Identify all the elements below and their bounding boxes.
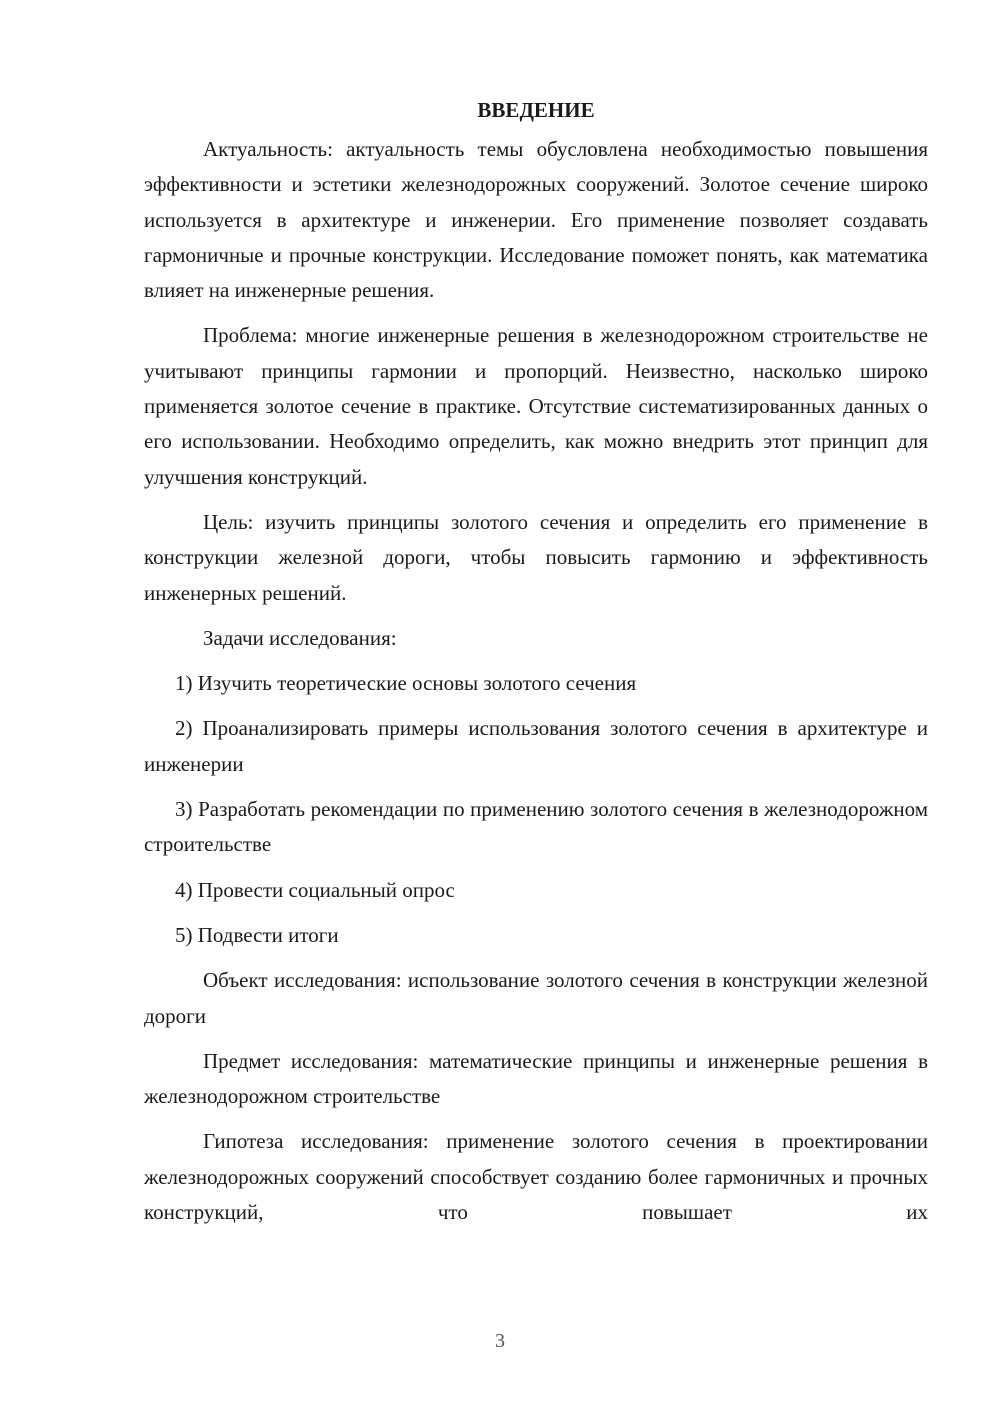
relevance-paragraph: Актуальность: актуальность темы обусловлена необходимостью повышения эффективности и эстетики железнодорожных сооружений. Золотое сечение широко используется в архитектуре и инженерии. Его применение позволяет создавать гармоничные и прочные конструкции. Исследование поможет понять, как математика влияет на инженерные решения. bbox=[144, 137, 928, 303]
task-item-5: 5) Подвести итоги bbox=[175, 922, 339, 947]
document-page bbox=[144, 92, 928, 1240]
problem-paragraph: Проблема: многие инженерные решения в железнодорожном строительстве не учитывают принципы гармонии и пропорций. Неизвестно, насколько широко применяется золотое сечение в практике. Отсутствие систематизированных данных о его использовании. Необходимо определить, как можно внедрить этот принцип для улучшения конструкций. bbox=[144, 323, 928, 489]
page-number: 3 bbox=[495, 1330, 505, 1352]
section-title: ВВЕДЕНИЕ bbox=[477, 98, 595, 122]
task-item-2: 2) Проанализировать примеры использования золотого сечения в архитектуре и инженерии bbox=[144, 716, 928, 776]
task-item-1: 1) Изучить теоретические основы золотого сечения bbox=[175, 671, 637, 696]
subject-paragraph: Предмет исследования: математические принципы и инженерные решения в железнодорожном строительстве bbox=[144, 1048, 928, 1109]
goal-paragraph: Цель: изучить принципы золотого сечения и определить его применение в конструкции железной дороги, чтобы повысить гармонию и эффективность инженерных решений. bbox=[144, 509, 928, 605]
task-item-4: 4) Провести социальный опрос bbox=[175, 877, 455, 902]
hypothesis-paragraph: Гипотеза исследования: применение золотого сечения в проектировании железнодорожных сооружений способствует созданию более гармоничных и прочных конструкций, что повышает их bbox=[144, 1129, 928, 1225]
tasks-heading: Задачи исследования: bbox=[203, 625, 397, 650]
object-paragraph: Объект исследования: использование золотого сечения в конструкции железной дороги bbox=[144, 968, 928, 1028]
task-item-3: 3) Разработать рекомендации по применению золотого сечения в железнодорожном строительстве bbox=[144, 797, 928, 857]
